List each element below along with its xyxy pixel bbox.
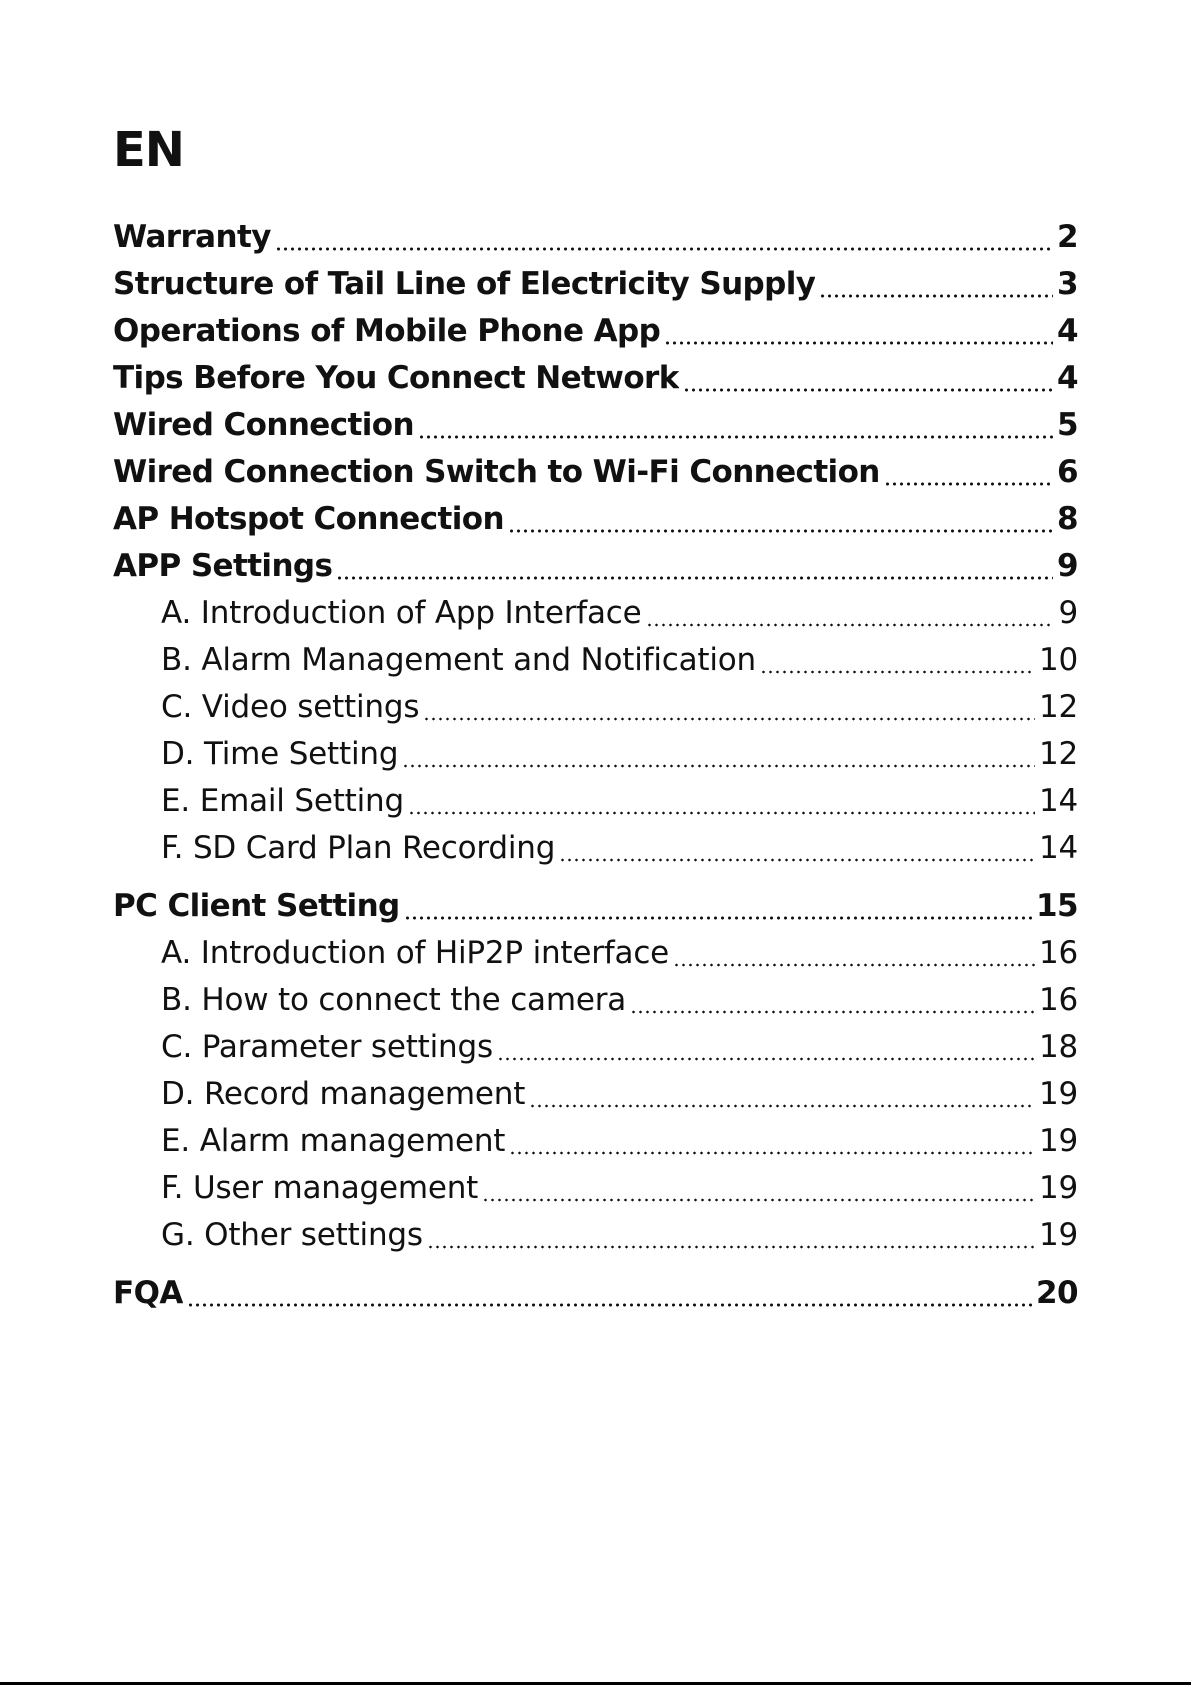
toc-entry-page-number: 2: [1057, 219, 1078, 255]
dot-leader: [482, 1197, 1035, 1203]
toc-entry-page-number: 14: [1038, 830, 1078, 866]
dot-leader: [559, 857, 1035, 863]
dot-leader: [187, 1302, 1032, 1308]
dot-leader: [508, 528, 1053, 534]
toc-entry-page-number: 14: [1038, 783, 1078, 819]
toc-entry-title: A. Introduction of HiP2P interface: [161, 935, 670, 971]
toc-subentry[interactable]: [161, 1213, 1078, 1257]
dot-leader: [404, 915, 1032, 921]
toc-entry-page-number: 8: [1057, 501, 1078, 537]
toc-entry-page-number: 16: [1038, 935, 1078, 971]
dot-leader: [664, 340, 1053, 346]
toc-entry-title: Wired Connection Switch to Wi-Fi Connection: [113, 454, 880, 490]
toc-entry-page-number: 20: [1036, 1275, 1078, 1311]
toc-entry-page-number: 9: [1057, 548, 1078, 584]
toc-subentry[interactable]: [161, 1072, 1078, 1116]
toc-entry-title: PC Client Setting: [113, 888, 400, 924]
toc-subentry[interactable]: [161, 1025, 1078, 1069]
toc-entry-page-number: 6: [1057, 454, 1078, 490]
page-heading: EN: [113, 122, 184, 178]
toc-entry-page-number: 18: [1038, 1029, 1078, 1065]
toc-entry[interactable]: [113, 356, 1078, 400]
dot-leader: [402, 763, 1035, 769]
dot-leader: [630, 1009, 1035, 1015]
dot-leader: [275, 246, 1053, 252]
toc-subentry[interactable]: [161, 1166, 1078, 1210]
dot-leader: [646, 622, 1055, 628]
dot-leader: [683, 387, 1053, 393]
toc-entry-title: C. Video settings: [161, 689, 420, 725]
toc-entry-title: Wired Connection: [113, 407, 414, 443]
toc-entry-page-number: 4: [1057, 313, 1078, 349]
toc-entry-page-number: 19: [1038, 1123, 1078, 1159]
toc-entry[interactable]: [113, 309, 1078, 353]
dot-leader: [427, 1244, 1035, 1250]
dot-leader: [408, 810, 1035, 816]
dot-leader: [418, 434, 1053, 440]
toc-entry[interactable]: [113, 262, 1078, 306]
toc-entry-title: D. Record management: [161, 1076, 526, 1112]
toc-entry[interactable]: [113, 497, 1078, 541]
toc-entry-title: E. Alarm management: [161, 1123, 506, 1159]
toc-entry-page-number: 5: [1057, 407, 1078, 443]
toc-entry-title: B. How to connect the camera: [161, 982, 627, 1018]
toc-entry-title: D. Time Setting: [161, 736, 399, 772]
toc-entry-page-number: 10: [1038, 642, 1078, 678]
toc-entry-title: F. User management: [161, 1170, 479, 1206]
toc-entry-title: Structure of Tail Line of Electricity Supply: [113, 266, 816, 302]
toc-subentry[interactable]: [161, 1119, 1078, 1163]
toc-entry-page-number: 16: [1038, 982, 1078, 1018]
dot-leader: [497, 1056, 1035, 1062]
toc-entry-title: AP Hotspot Connection: [113, 501, 504, 537]
toc-entry-page-number: 19: [1038, 1217, 1078, 1253]
toc-entry[interactable]: [113, 215, 1078, 259]
toc-entry-page-number: 15: [1036, 888, 1078, 924]
dot-leader: [884, 481, 1053, 487]
toc-entry-title: E. Email Setting: [161, 783, 404, 819]
toc-entry-page-number: 12: [1038, 689, 1078, 725]
toc-entry-title: Tips Before You Connect Network: [113, 360, 679, 396]
toc-entry-page-number: 12: [1038, 736, 1078, 772]
toc-entry[interactable]: [113, 403, 1078, 447]
toc-subentry[interactable]: [161, 978, 1078, 1022]
toc-entry-title: Operations of Mobile Phone App: [113, 313, 661, 349]
toc-subentry[interactable]: [161, 591, 1078, 635]
toc-subentry[interactable]: [161, 931, 1078, 975]
toc-entry-title: APP Settings: [113, 548, 333, 584]
toc-entry-page-number: 19: [1038, 1076, 1078, 1112]
toc-entry[interactable]: [113, 884, 1078, 928]
toc-entry-title: G. Other settings: [161, 1217, 423, 1253]
toc-subentry[interactable]: [161, 685, 1078, 729]
dot-leader: [336, 575, 1053, 581]
toc-entry[interactable]: [113, 544, 1078, 588]
dot-leader: [529, 1103, 1035, 1109]
toc-entry-title: A. Introduction of App Interface: [161, 595, 642, 631]
toc-subentry[interactable]: [161, 732, 1078, 776]
toc-entry-page-number: 3: [1057, 266, 1078, 302]
toc-entry-title: Warranty: [113, 219, 271, 255]
toc-entry-page-number: 4: [1057, 360, 1078, 396]
toc-entry[interactable]: [113, 1271, 1078, 1315]
toc-entry-title: F. SD Card Plan Recording: [161, 830, 556, 866]
dot-leader: [509, 1150, 1035, 1156]
dot-leader: [423, 716, 1035, 722]
toc-entry-page-number: 19: [1038, 1170, 1078, 1206]
toc-entry-page-number: 9: [1058, 595, 1078, 631]
toc-entry-title: C. Parameter settings: [161, 1029, 493, 1065]
toc-subentry[interactable]: [161, 779, 1078, 823]
toc-entry[interactable]: [113, 450, 1078, 494]
toc-entry-title: B. Alarm Management and Notification: [161, 642, 756, 678]
toc-entry-title: FQA: [113, 1275, 183, 1311]
dot-leader: [760, 669, 1035, 675]
toc-subentry[interactable]: [161, 826, 1078, 870]
dot-leader: [819, 293, 1053, 299]
dot-leader: [673, 962, 1035, 968]
toc-subentry[interactable]: [161, 638, 1078, 682]
